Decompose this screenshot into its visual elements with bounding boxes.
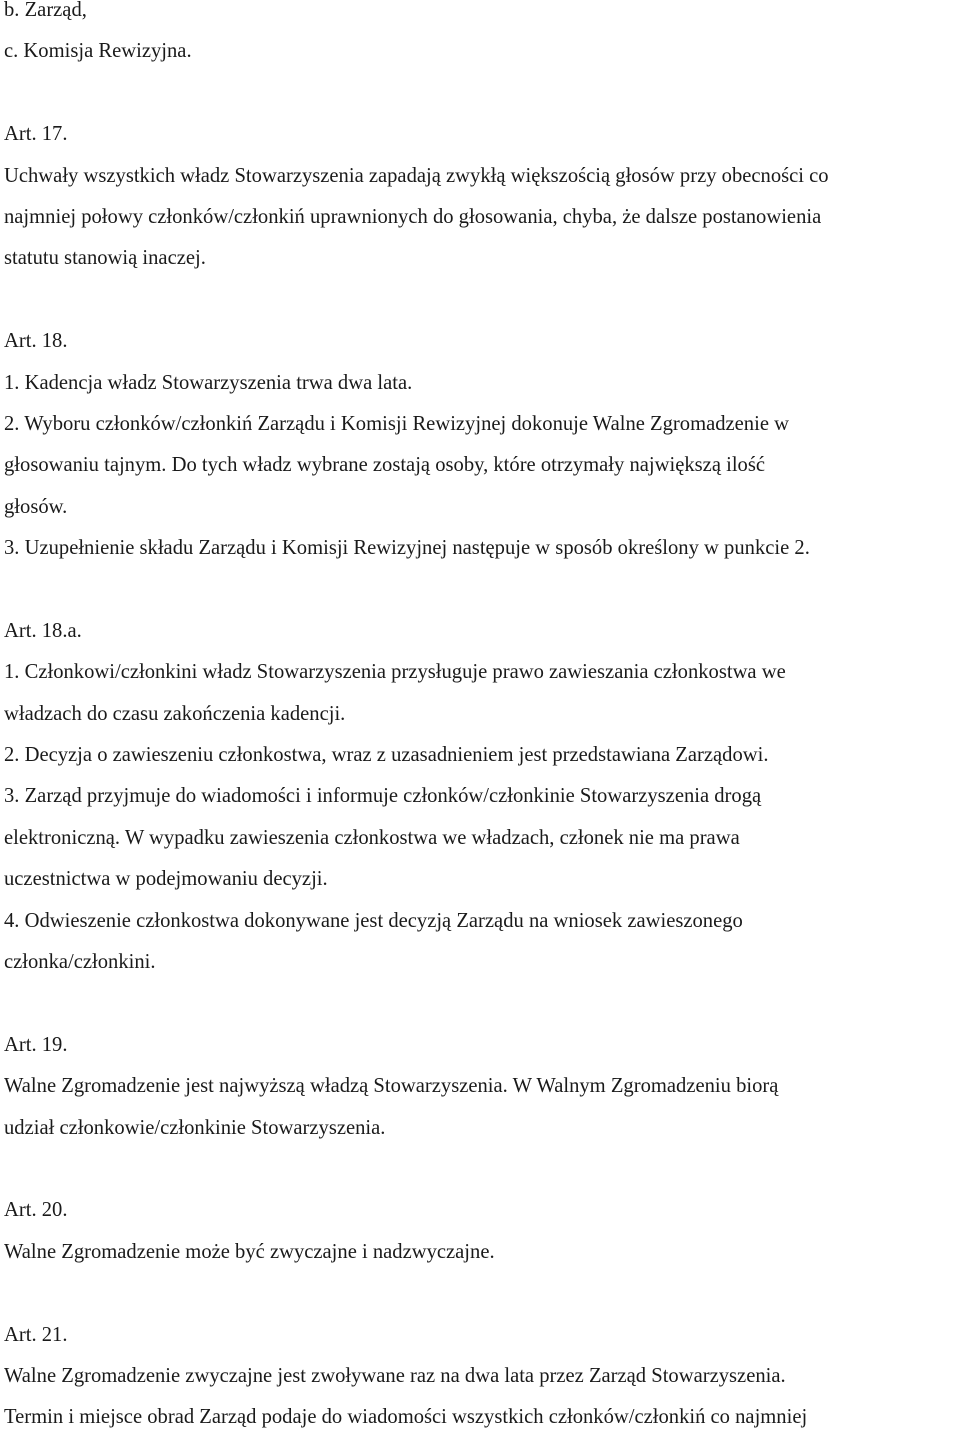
text-line: najmniej połowy członków/członkiń uprawnionych do głosowania, chyba, że dalsze postanowienia xyxy=(4,205,822,228)
text-line: uczestnictwa w podejmowaniu decyzji. xyxy=(4,868,328,891)
blank-line xyxy=(4,280,956,321)
blank-line xyxy=(4,1149,956,1190)
text-line: Walne Zgromadzenie jest najwyższą władzą Stowarzyszenia. W Walnym Zgromadzeniu biorą xyxy=(4,1075,779,1098)
text-line: członka/członkini. xyxy=(4,950,156,973)
blank-line xyxy=(4,983,956,1024)
text-line: Walne Zgromadzenie może być zwyczajne i nadzwyczajne. xyxy=(4,1240,495,1263)
article-heading: Art. 19. xyxy=(4,1033,68,1056)
text-line: udział członkowie/członkinie Stowarzyszenia. xyxy=(4,1116,386,1139)
text-line: statutu stanowią inaczej. xyxy=(4,247,206,270)
article-heading: Art. 18.a. xyxy=(4,619,82,642)
text-line: Termin i miejsce obrad Zarząd podaje do wiadomości wszystkich członków/członkiń co najmniej xyxy=(4,1406,808,1429)
text-line: 2. Decyzja o zawieszeniu członkostwa, wraz z uzasadnieniem jest przedstawiana Zarządowi. xyxy=(4,744,769,767)
text-line: c. Komisja Rewizyjna. xyxy=(4,40,192,63)
text-line: 3. Uzupełnienie składu Zarządu i Komisji Rewizyjnej następuje w sposób określony w punkcie 2. xyxy=(4,537,810,560)
article-heading: Art. 20. xyxy=(4,1199,68,1222)
text-line: władzach do czasu zakończenia kadencji. xyxy=(4,702,346,725)
text-line: Walne Zgromadzenie zwyczajne jest zwoływane raz na dwa lata przez Zarząd Stowarzyszenia. xyxy=(4,1364,786,1387)
article-heading: Art. 18. xyxy=(4,330,68,353)
text-line: 2. Wyboru członków/członkiń Zarządu i Komisji Rewizyjnej dokonuje Walne Zgromadzenie w xyxy=(4,412,789,435)
blank-line xyxy=(4,73,956,114)
text-line: b. Zarząd, xyxy=(4,0,87,21)
text-line: 4. Odwieszenie członkostwa dokonywane jest decyzją Zarządu na wniosek zawieszonego xyxy=(4,909,743,932)
article-heading: Art. 17. xyxy=(4,123,68,146)
text-line: 1. Członkowi/członkini władz Stowarzyszenia przysługuje prawo zawieszania członkostwa we xyxy=(4,661,786,684)
blank-line xyxy=(4,569,956,610)
article-heading: Art. 21. xyxy=(4,1323,68,1346)
text-line: elektroniczną. W wypadku zawieszenia członkostwa we władzach, członek nie ma prawa xyxy=(4,826,740,849)
text-line: Uchwały wszystkich władz Stowarzyszenia zapadają zwykłą większością głosów przy obecności co xyxy=(4,164,829,187)
blank-line xyxy=(4,1273,956,1314)
text-line: 3. Zarząd przyjmuje do wiadomości i informuje członków/członkinie Stowarzyszenia drogą xyxy=(4,785,762,808)
text-line: 1. Kadencja władz Stowarzyszenia trwa dwa lata. xyxy=(4,371,413,394)
document-page xyxy=(4,0,956,1439)
text-line: głosowaniu tajnym. Do tych władz wybrane zostają osoby, które otrzymały największą ilość xyxy=(4,454,766,477)
text-line: głosów. xyxy=(4,495,68,518)
